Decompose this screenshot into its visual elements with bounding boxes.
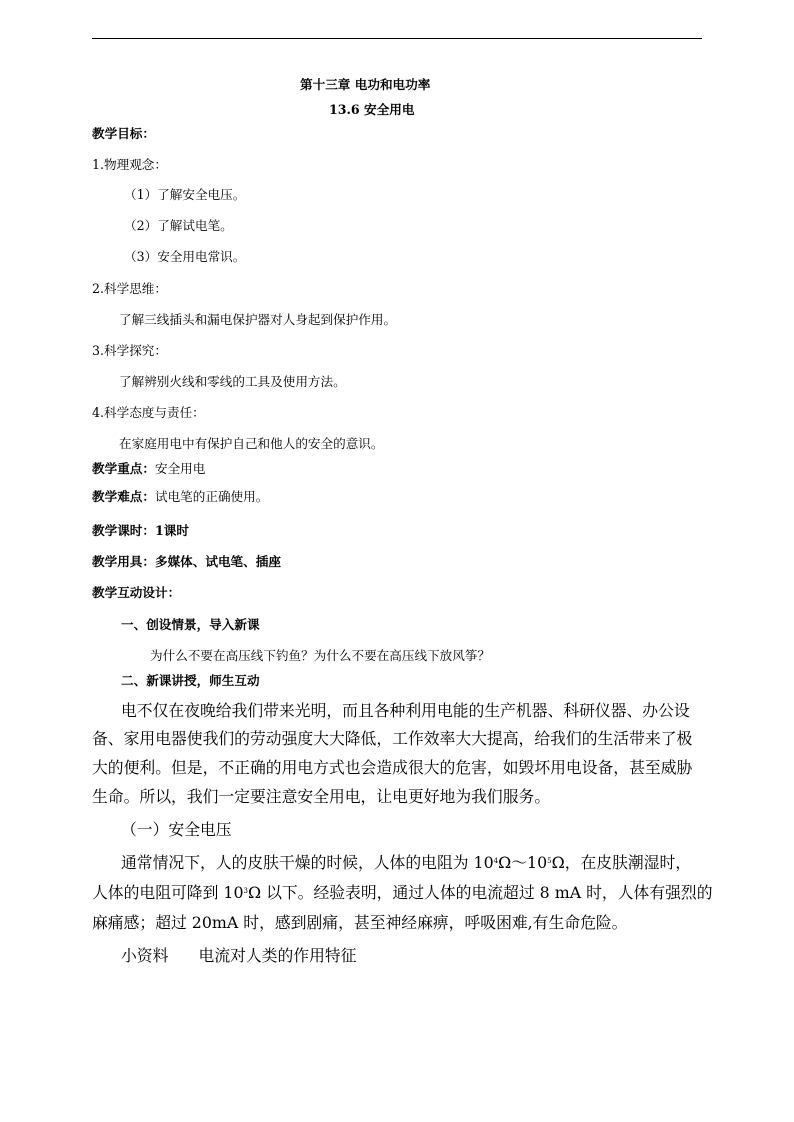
superscript: 3 xyxy=(243,887,248,895)
goal-2-title: 2.科学思维： xyxy=(92,281,167,296)
key-point-label: 教学重点： xyxy=(92,461,155,476)
part-2-title: 二、新课讲授，师生互动 xyxy=(121,673,260,688)
goal-3-text: 了解辨别火线和零线的工具及使用方法。 xyxy=(119,374,346,389)
header-rule xyxy=(92,38,702,39)
chapter-title: 第十三章 电功和电功率 xyxy=(300,77,431,92)
text-run: 人体的电阻可降到 10 xyxy=(92,883,244,902)
goal-2-text: 了解三线插头和漏电保护器对人身起到保护作用。 xyxy=(119,312,397,327)
goal-1-item: （1）了解安全电压。 xyxy=(124,187,246,202)
info-note: 小资料 电流对人类的作用特征 xyxy=(121,946,357,965)
goal-4-text: 在家庭用电中有保护自己和他人的安全的意识。 xyxy=(119,436,384,451)
difficulty-label: 教学难点： xyxy=(92,489,155,504)
difficulty-value: 试电笔的正确使用。 xyxy=(154,489,269,504)
text-run: Ω 以下。经验表明，通过人体的电流超过 8 mA 时，人体有强烈的 xyxy=(247,883,713,902)
goal-1-title: 1.物理观念： xyxy=(92,157,167,172)
paragraph-line: 生命。所以，我们一定要注意安全用电，让电更好地为我们服务。 xyxy=(92,787,551,806)
goal-4-title: 4.科学态度与责任： xyxy=(92,405,205,420)
text-run: 通常情况下，人的皮肤干燥的时候，人体的电阻为 10 xyxy=(121,853,494,872)
class-hours: 教学课时：1课时 xyxy=(92,523,189,538)
paragraph-line xyxy=(121,853,691,873)
paragraph-line xyxy=(92,883,713,903)
superscript: 5 xyxy=(547,857,552,865)
goal-1-item: （3）安全用电常识。 xyxy=(124,249,246,264)
teaching-tools: 教学用具：多媒体、试电笔、插座 xyxy=(92,554,281,569)
paragraph-line: 麻痛感；超过 20mA 时，感到剧痛，甚至神经麻痹，呼吸困难,有生命危险。 xyxy=(92,913,628,932)
superscript: 4 xyxy=(493,857,499,865)
goal-3-title: 3.科学探究： xyxy=(92,343,167,358)
key-point-value: 安全用电 xyxy=(154,461,206,476)
subsection-title: （一）安全电压 xyxy=(121,820,232,839)
difficulty xyxy=(92,489,268,505)
paragraph-line: 备、家用电器使我们的劳动强度大大降低，工作效率大大提高，给我们的生活带来了极 xyxy=(92,729,693,748)
section-title: 13.6 安全用电 xyxy=(329,102,415,117)
text-run: Ω，在皮肤潮湿时， xyxy=(551,853,692,872)
part-1-title: 一、创设情景，导入新课 xyxy=(121,617,260,632)
goals-heading: 教学目标： xyxy=(92,126,155,141)
paragraph-line: 电不仅在夜晚给我们带来光明，而且各种利用电能的生产机器、科研仪器、办公设 xyxy=(121,701,690,720)
goal-1-item: （2）了解试电笔。 xyxy=(124,218,233,233)
key-point xyxy=(92,461,205,477)
text-run: Ω～10 xyxy=(498,853,548,872)
part-1-question: 为什么不要在高压线下钓鱼？为什么不要在高压线下放风筝？ xyxy=(150,648,491,663)
design-heading: 教学互动设计： xyxy=(92,585,181,600)
paragraph-line: 大的便利。但是，不正确的用电方式也会造成很大的危害，如毁坏用电设备，甚至威胁 xyxy=(92,758,693,777)
